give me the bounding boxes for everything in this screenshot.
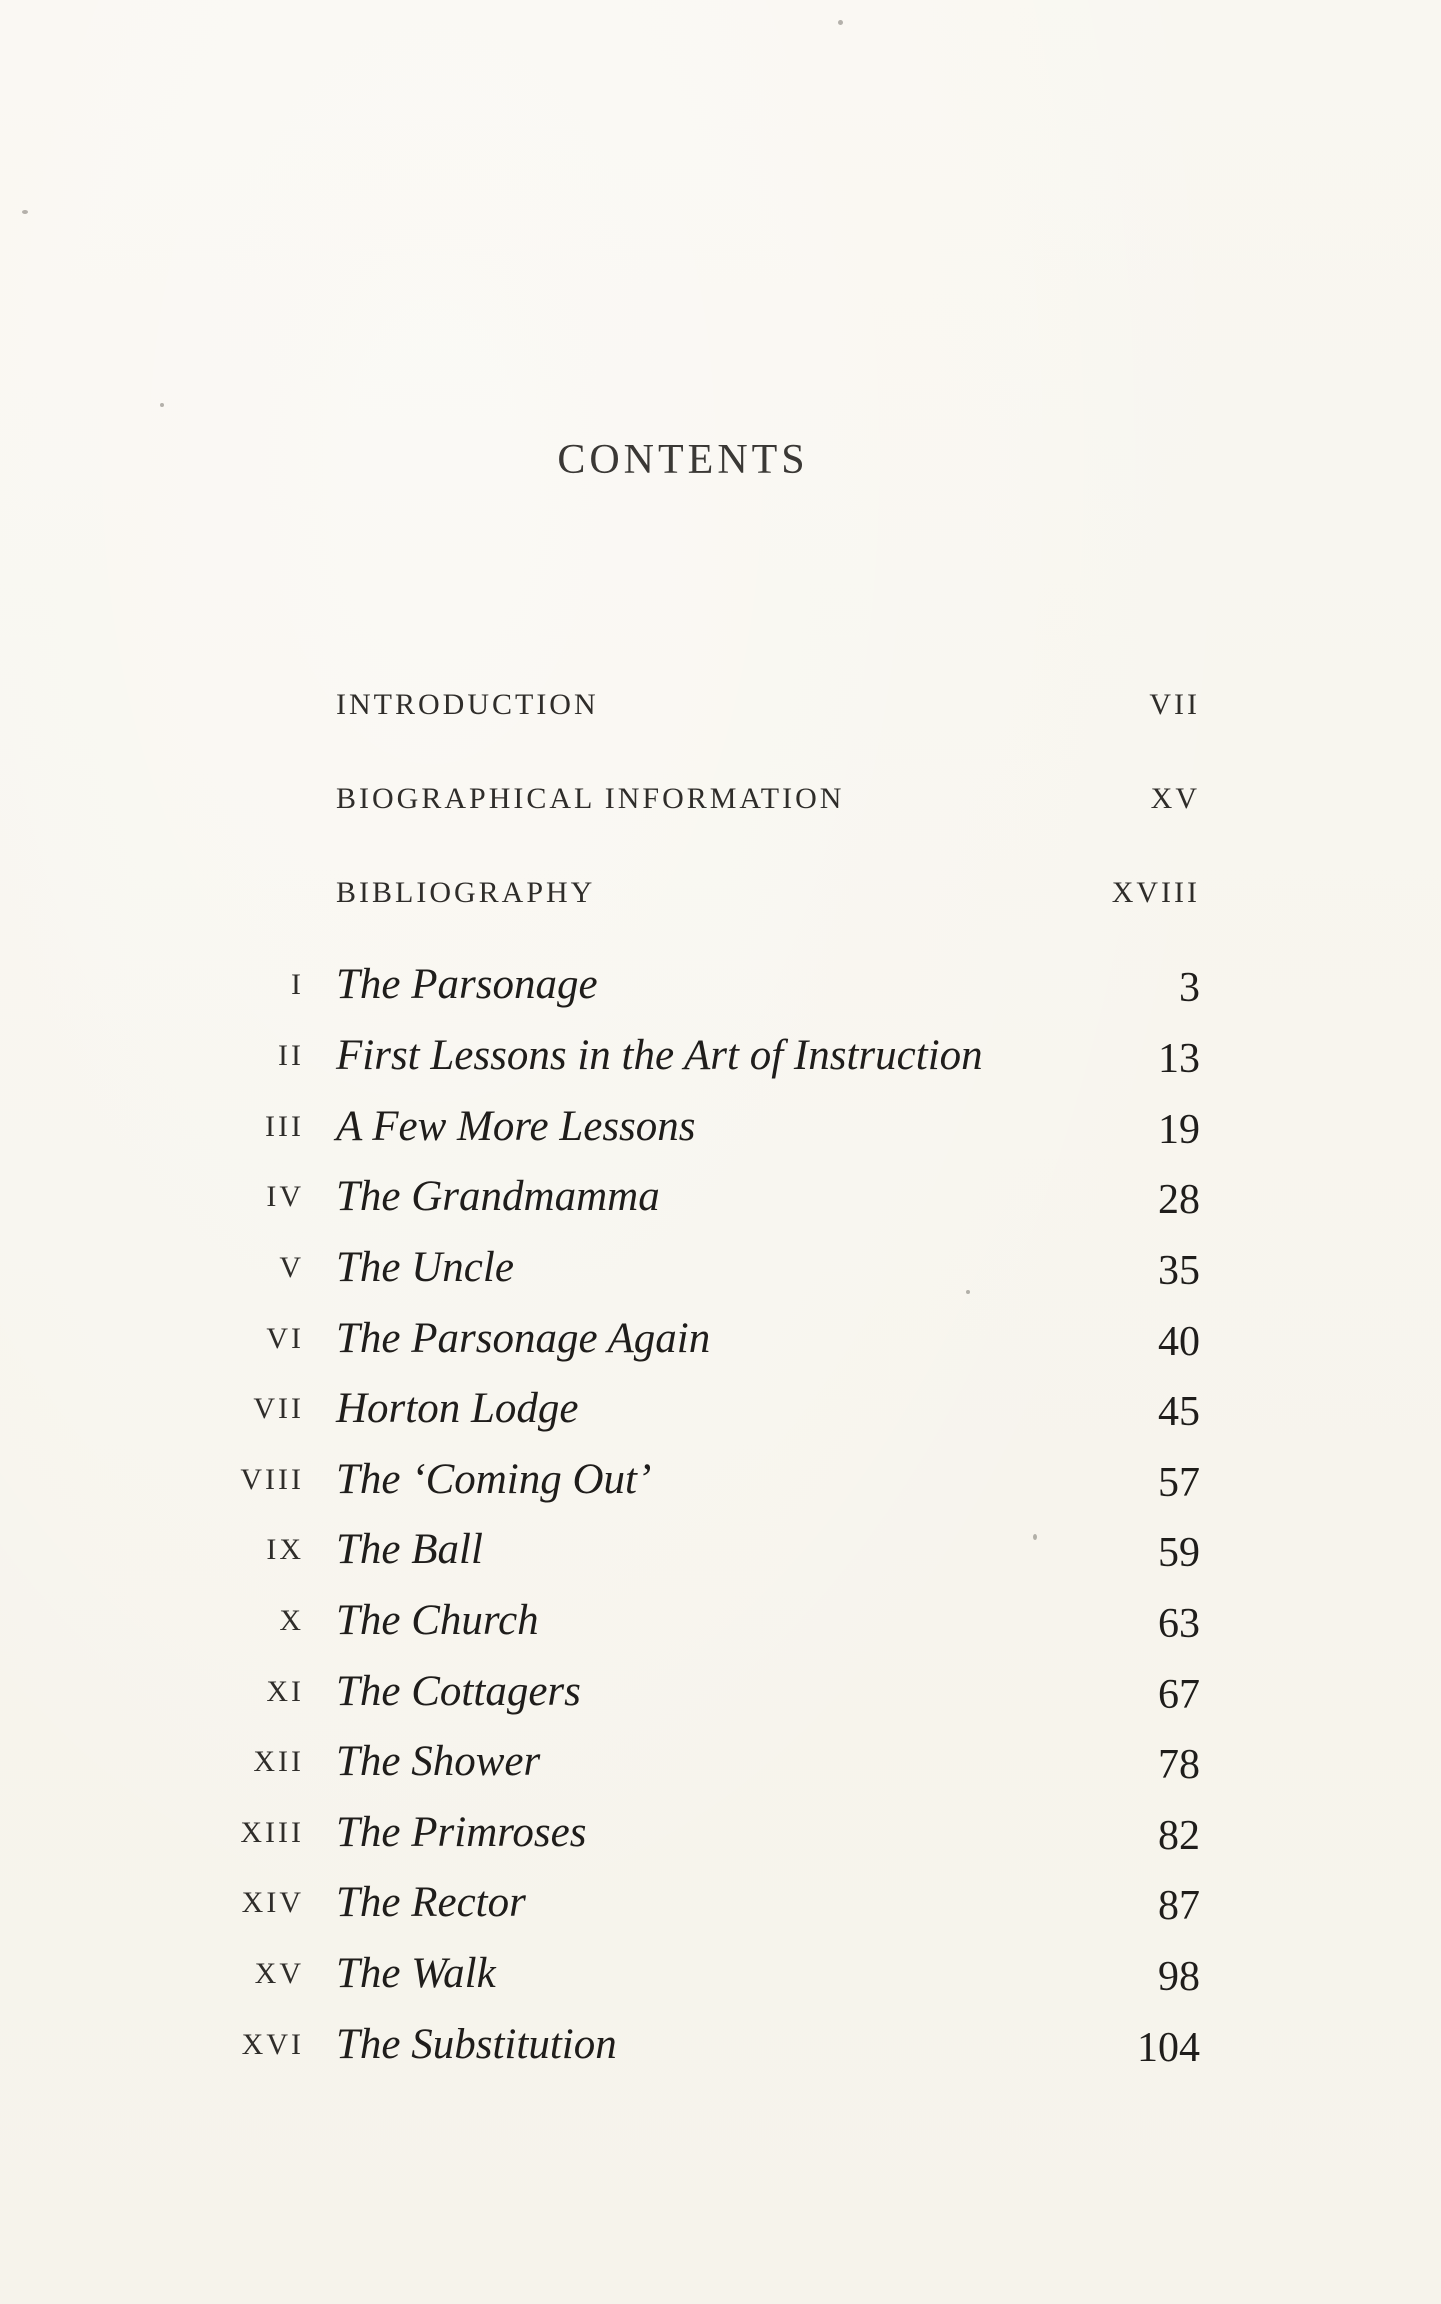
- chapter-entry: [200, 1314, 1200, 1374]
- chapter-entry: [200, 1949, 1200, 2009]
- front-matter-entry: [336, 688, 1200, 738]
- chapter-entry: [200, 1102, 1200, 1162]
- chapter-title: The Uncle: [336, 1244, 514, 1291]
- chapter-page: 63: [1158, 1601, 1200, 1647]
- chapter-entry: [200, 2020, 1200, 2080]
- chapter-number: VIII: [240, 1463, 304, 1496]
- chapter-number: IX: [266, 1533, 304, 1566]
- chapter-page: 78: [1158, 1742, 1200, 1788]
- chapter-entry: [200, 1455, 1200, 1515]
- chapter-number: XV: [254, 1957, 304, 1990]
- chapter-title: A Few More Lessons: [336, 1103, 696, 1150]
- chapter-number: V: [279, 1251, 304, 1284]
- chapter-title: The Church: [336, 1597, 539, 1644]
- paper-speck: [160, 403, 164, 407]
- chapter-page: 104: [1137, 2025, 1200, 2071]
- chapter-title: The Parsonage: [336, 961, 598, 1008]
- chapter-page: 28: [1158, 1177, 1200, 1223]
- chapter-entry: [200, 1596, 1200, 1656]
- chapter-number: XIV: [241, 1886, 304, 1919]
- entry-label: INTRODUCTION: [336, 688, 599, 721]
- chapter-entry: [200, 1172, 1200, 1232]
- chapter-page: 57: [1158, 1460, 1200, 1506]
- chapter-entry: [200, 1243, 1200, 1303]
- chapter-title: The Primroses: [336, 1809, 587, 1856]
- entry-page: VII: [1149, 688, 1200, 721]
- chapter-page: 35: [1158, 1248, 1200, 1294]
- chapter-number: VI: [266, 1322, 304, 1355]
- chapter-number: I: [291, 968, 304, 1001]
- chapter-number: XI: [266, 1675, 304, 1708]
- chapter-number: XIII: [240, 1816, 304, 1849]
- chapter-title: The Substitution: [336, 2021, 617, 2068]
- chapter-number: IV: [266, 1180, 304, 1213]
- chapter-page: 40: [1158, 1319, 1200, 1365]
- chapter-number: XII: [253, 1745, 304, 1778]
- chapter-page: 3: [1179, 965, 1200, 1011]
- chapter-title: Horton Lodge: [336, 1385, 579, 1432]
- paper-speck: [838, 20, 843, 25]
- chapter-entry: [200, 1031, 1200, 1091]
- chapter-entry: [200, 1525, 1200, 1585]
- front-matter-entry: [336, 782, 1200, 832]
- chapter-page: 45: [1158, 1389, 1200, 1435]
- chapter-number: VII: [253, 1392, 304, 1425]
- paper-speck: [1033, 1534, 1037, 1540]
- chapter-entry: [200, 1878, 1200, 1938]
- chapter-page: 13: [1158, 1036, 1200, 1082]
- chapter-entry: [200, 1384, 1200, 1444]
- front-matter-entry: [336, 876, 1200, 926]
- paper-speck: [22, 210, 28, 214]
- chapter-page: 98: [1158, 1954, 1200, 2000]
- chapter-title: The Parsonage Again: [336, 1315, 711, 1362]
- chapter-page: 59: [1158, 1530, 1200, 1576]
- chapter-title: The Walk: [336, 1950, 496, 1997]
- chapter-page: 19: [1158, 1107, 1200, 1153]
- chapter-title: The Shower: [336, 1738, 541, 1785]
- entry-page: XV: [1150, 782, 1200, 815]
- chapter-page: 87: [1158, 1883, 1200, 1929]
- chapter-title: First Lessons in the Art of Instruction: [336, 1032, 983, 1079]
- chapter-title: The ‘Coming Out’: [336, 1456, 652, 1503]
- chapter-entry: [200, 1808, 1200, 1868]
- entry-label: BIOGRAPHICAL INFORMATION: [336, 782, 845, 815]
- chapter-title: The Ball: [336, 1526, 483, 1573]
- chapter-title: The Grandmamma: [336, 1173, 660, 1220]
- chapter-number: III: [265, 1110, 304, 1143]
- chapter-page: 82: [1158, 1813, 1200, 1859]
- paper-speck: [966, 1290, 970, 1294]
- chapter-number: XVI: [241, 2028, 304, 2061]
- entry-label: BIBLIOGRAPHY: [336, 876, 596, 909]
- chapter-entry: [200, 1667, 1200, 1727]
- chapter-page: 67: [1158, 1672, 1200, 1718]
- chapter-number: II: [278, 1039, 304, 1072]
- entry-page: XVIII: [1111, 876, 1200, 909]
- chapter-title: The Rector: [336, 1879, 526, 1926]
- page-title: CONTENTS: [557, 437, 809, 483]
- chapter-entry: [200, 1737, 1200, 1797]
- chapter-title: The Cottagers: [336, 1668, 581, 1715]
- chapter-entry: [200, 960, 1200, 1020]
- chapter-number: X: [279, 1604, 304, 1637]
